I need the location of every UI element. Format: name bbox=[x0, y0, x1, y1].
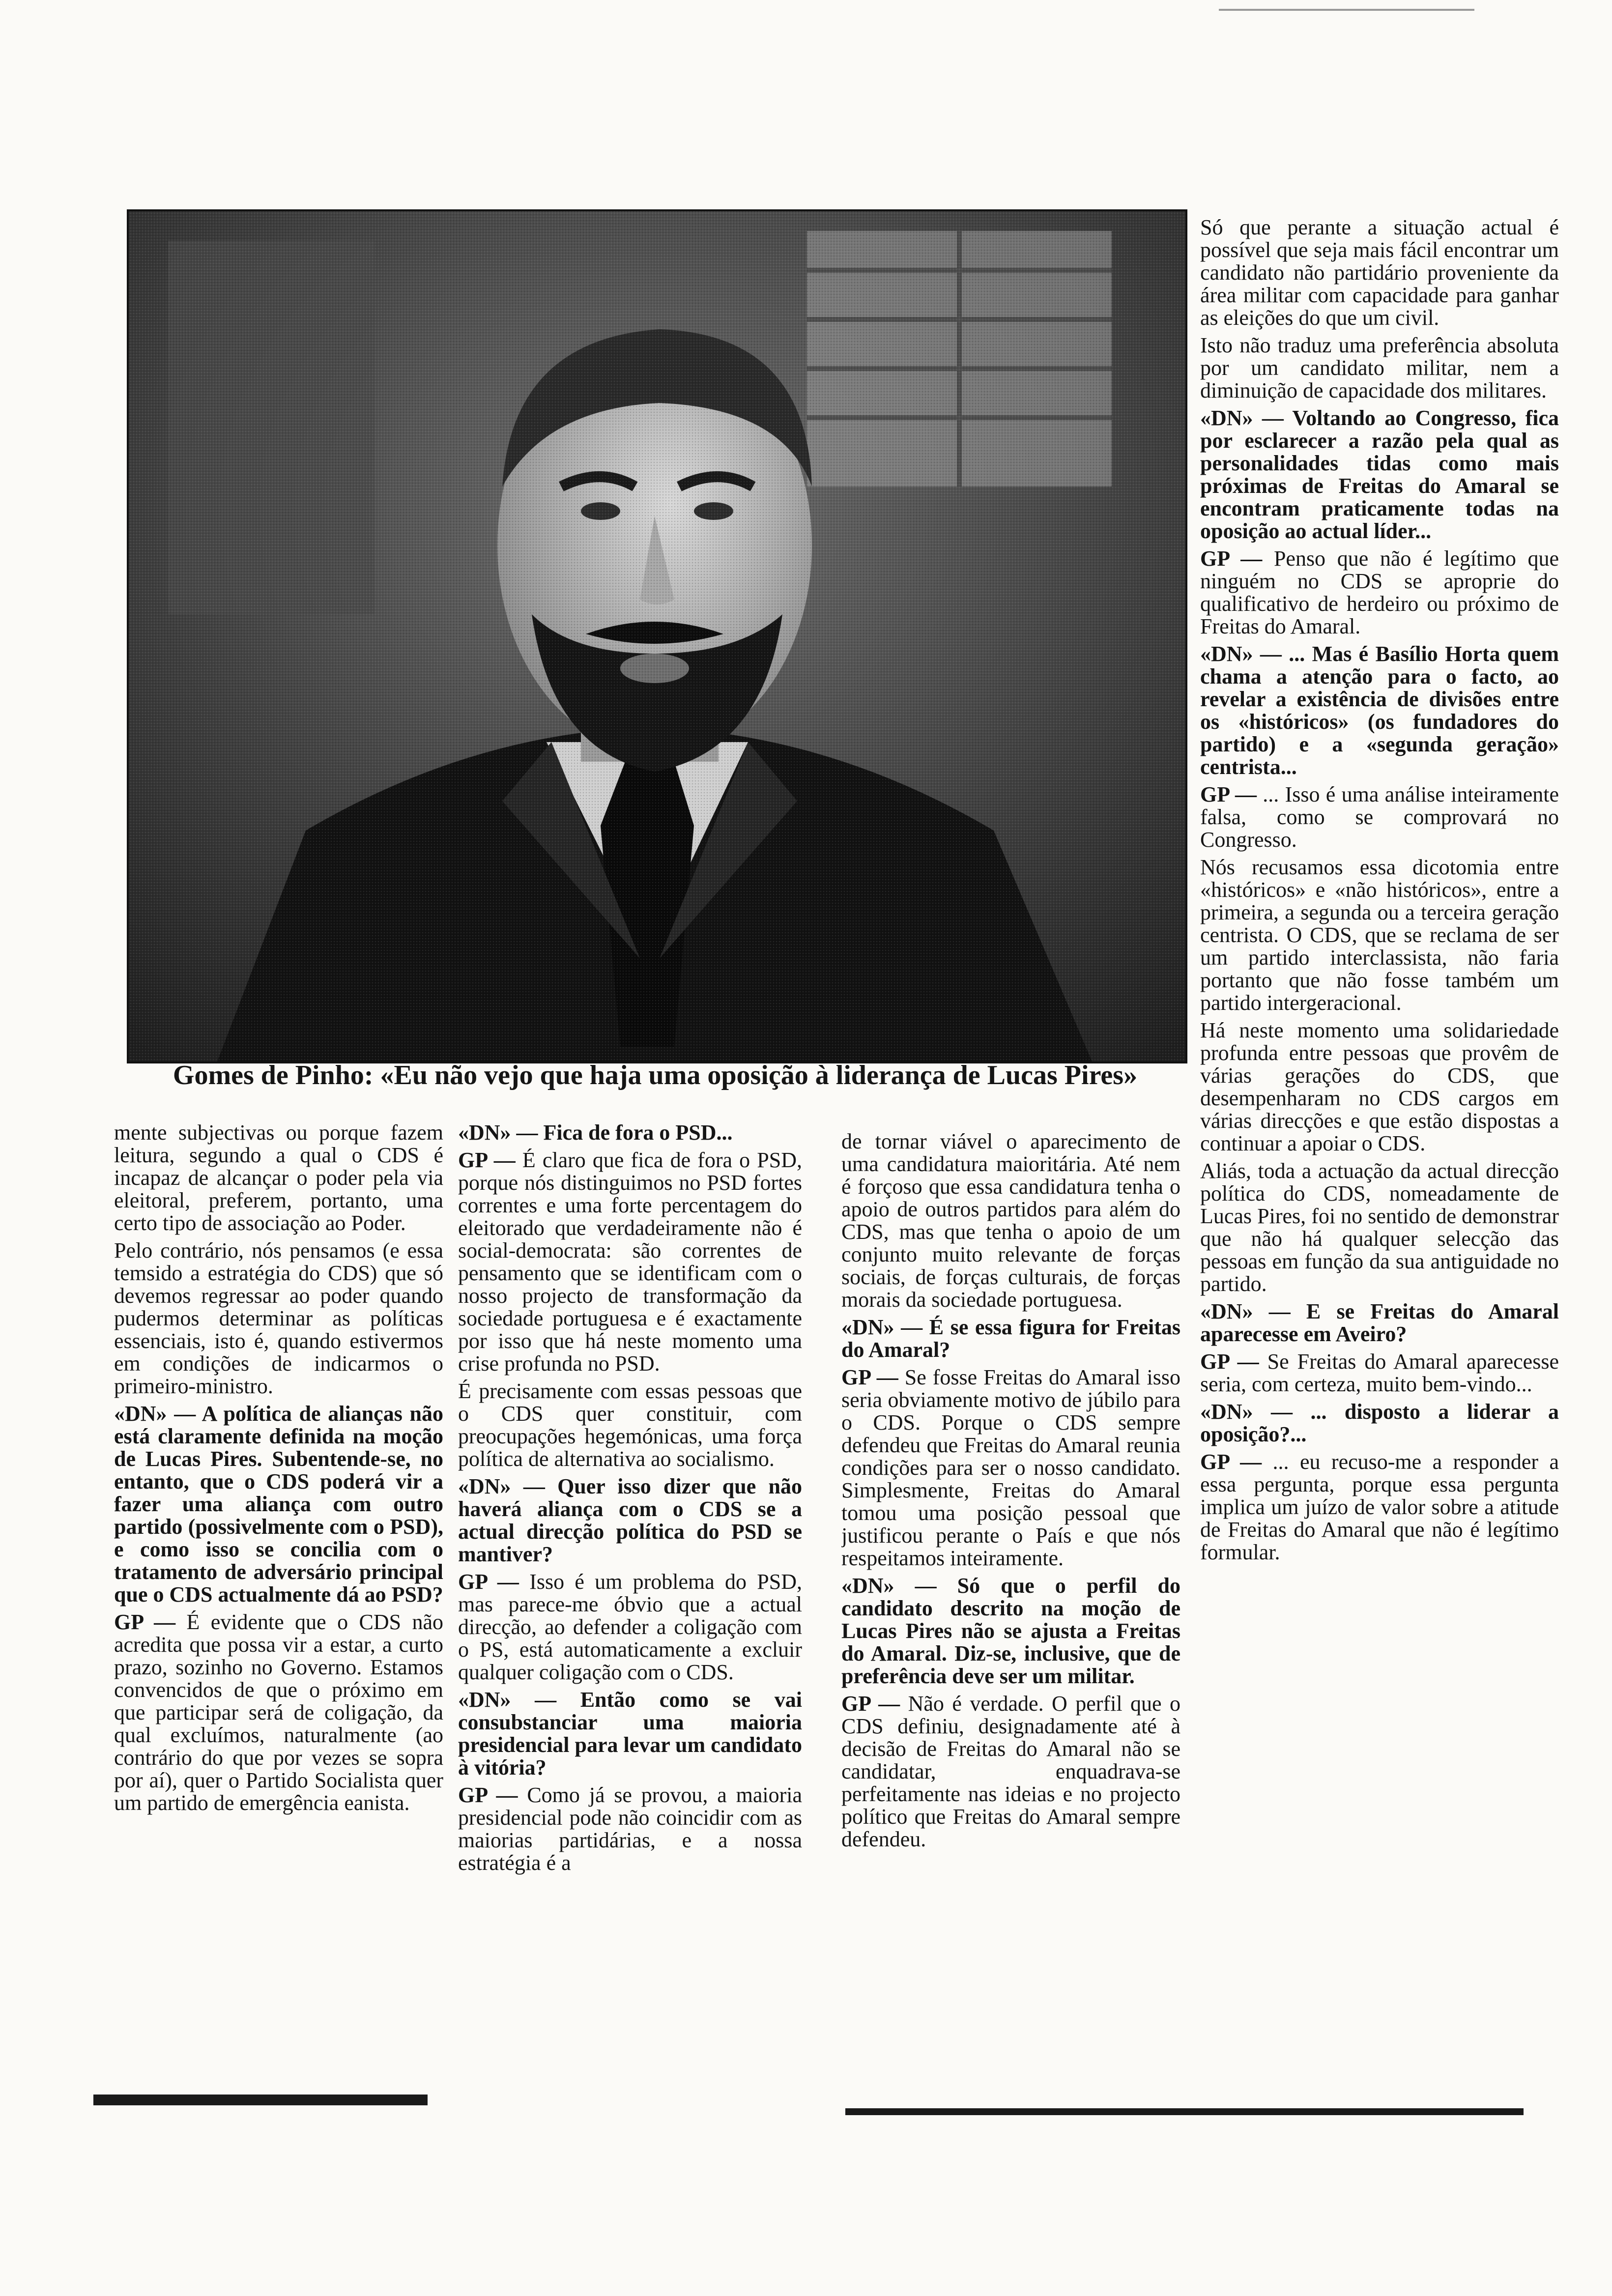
answer-text: É claro que fica de fora o PSD, porque nós distinguimos no PSD fortes correntes e uma forte percentagem do eleitorado que verdadeiramente não é social-democrata: são correntes de pensamento que se identificam com o nosso projecto de transformação da sociedade portuguesa e é exactamente por isso que há neste momento uma crise profunda no PSD. bbox=[458, 1148, 802, 1376]
interview-question: «DN» — ... disposto a liderar a oposição?... bbox=[1200, 1400, 1559, 1446]
answer-text: Se Freitas do Amaral aparecesse seria, com certeza, muito bem-vindo... bbox=[1200, 1349, 1559, 1396]
photo-caption: Gomes de Pinho: «Eu não vejo que haja uma oposição à liderança de Lucas Pires» bbox=[173, 1060, 1138, 1091]
answer-text: É evidente que o CDS não acredita que possa vir a estar, a curto prazo, sozinho no Governo. Estamos convencidos de que o próximo em que participar será de coligação, da qual excluímos, naturalmente (ao contrário do que por vezes se sopra por aí), quer o Partido Socialista quer um partido de emergência eanista. bbox=[114, 1610, 443, 1815]
interview-answer bbox=[1200, 547, 1559, 638]
interview-answer bbox=[1200, 783, 1559, 851]
interview-answer bbox=[458, 1571, 802, 1684]
interview-question: «DN» — Então como se vai consubstanciar uma maioria presidencial para levar um candidato à vitória? bbox=[458, 1688, 802, 1779]
interview-question: «DN» — A política de alianças não está claramente definida na moção de Lucas Pires. Subentende-se, no entanto, que o CDS poderá vir a fazer uma aliança com outro partido (possivelmente com o PSD), e como isso se concilia com o tratamento de adversário principal que o CDS actualmente dá ao PSD? bbox=[114, 1402, 443, 1607]
article-column-3 bbox=[841, 1130, 1180, 2094]
answer-text: Isso é um problema do PSD, mas parece-me óbvio que a actual direcção, ao defender a coligação com o PS, está automaticamente a excluir qualquer coligação com o CDS. bbox=[458, 1570, 802, 1684]
interview-answer bbox=[841, 1366, 1180, 1570]
speaker-label: GP — bbox=[1200, 546, 1274, 571]
interview-question: «DN» — E se Freitas do Amaral aparecesse em Aveiro? bbox=[1200, 1299, 1559, 1346]
paragraph: Aliás, toda a actuação da actual direcção política do CDS, nomeadamente de Lucas Pires, foi no sentido de demonstrar que não há qualquer selecção das pessoas em função da sua antiguidade no partido. bbox=[1200, 1159, 1559, 1296]
portrait-photo bbox=[127, 209, 1187, 1063]
speaker-label: GP — bbox=[458, 1783, 527, 1807]
paragraph: mente subjectivas ou porque fazem leitura, segundo a qual o CDS é incapaz de alcançar o poder pela via eleitoral, preferem, portanto, uma certo tipo de associação ao Poder. bbox=[114, 1121, 443, 1235]
paragraph: Há neste momento uma solidariedade profunda entre pessoas que provêm de várias gerações do CDS, que desempenharam no CDS cargos em várias direcções e que estão dispostas a continuar a apoiar o CDS. bbox=[1200, 1018, 1559, 1155]
interview-question: «DN» — ... Mas é Basílio Horta quem chama a atenção para o facto, ao revelar a existência de divisões entre os «históricos» (os fundadores do partido) e a «segunda geração» centrista... bbox=[1200, 642, 1559, 779]
paragraph: de tornar viável o aparecimento de uma candidatura maioritária. Até nem é forçoso que essa candidatura tenha o apoio de outros partidos para além do CDS, mas que tenha o apoio de um conjunto muito relevante de forças sociais, de forças culturais, de forças morais da sociedade portuguesa. bbox=[841, 1130, 1180, 1312]
interview-answer bbox=[841, 1693, 1180, 1851]
paragraph: É precisamente com essas pessoas que o CDS quer constituir, com preocupações hegemónicas, uma força política de alternativa ao socialismo. bbox=[458, 1379, 802, 1471]
portrait-image bbox=[129, 211, 1185, 1062]
answer-text: Se fosse Freitas do Amaral isso seria obviamente motivo de júbilo para o CDS. Porque o CDS sempre defendeu que Freitas do Amaral reunia condições para ser o nosso candidato. Simplesmente, Freitas do Amaral tomou uma posição pessoal que justificou perante o País e que nós respeitamos inteiramente. bbox=[841, 1365, 1180, 1570]
speaker-label: GP — bbox=[841, 1692, 908, 1716]
speaker-label: GP — bbox=[458, 1148, 522, 1172]
interview-question: «DN» — Fica de fora o PSD... bbox=[458, 1121, 733, 1145]
paragraph: Pelo contrário, nós pensamos (e essa temsido a estratégia do CDS) que só devemos regressar ao poder quando pudermos determinar as políticas essenciais, isto é, quando estivermos em condições de indicarmos o primeiro-ministro. bbox=[114, 1238, 443, 1398]
article-column-1 bbox=[114, 1121, 443, 2070]
answer-text: ... Isso é uma análise inteiramente falsa, como se comprovará no Congresso. bbox=[1200, 782, 1559, 852]
answer-text: Penso que não é legítimo que ninguém no CDS se aproprie do qualificativo de herdeiro ou próximo de Freitas do Amaral. bbox=[1200, 546, 1559, 638]
answer-text: Como já se provou, a maioria presidencial pode não coincidir com as maiorias partidárias, e a nossa estratégia é a bbox=[458, 1783, 802, 1875]
top-scan-mark bbox=[1219, 9, 1474, 11]
speaker-label: GP — bbox=[1200, 1349, 1267, 1374]
article-column-2 bbox=[458, 1121, 802, 2095]
bottom-rule-left bbox=[93, 2095, 428, 2105]
interview-answer bbox=[1200, 1350, 1559, 1396]
interview-question: «DN» — Quer isso dizer que não haverá aliança com o CDS se a actual direcção política do PSD se mantiver? bbox=[458, 1474, 802, 1566]
interview-question: «DN» — Só que o perfil do candidato descrito na moção de Lucas Pires não se ajusta a Freitas do Amaral. Diz-se, inclusive, que de preferência deve ser um militar. bbox=[841, 1574, 1180, 1688]
paragraph: Isto não traduz uma preferência absoluta por um candidato militar, nem a diminuição de capacidade dos militares. bbox=[1200, 333, 1559, 402]
answer-text: ... eu recuso-me a responder a essa pergunta, porque essa pergunta implica um juízo de valor sobre a atitude de Freitas do Amaral que não é legítimo formular. bbox=[1200, 1450, 1559, 1564]
interview-answer bbox=[458, 1149, 802, 1375]
interview-question: «DN» — É se essa figura for Freitas do Amaral? bbox=[841, 1315, 1180, 1362]
speaker-label: GP — bbox=[841, 1365, 905, 1389]
paragraph: Nós recusamos essa dicotomia entre «históricos» e «não históricos», entre a primeira, a segunda ou a terceira geração centrista. O CDS, que se reclama de ser um partido interclassista, não faria portanto que não fosse também um partido intergeracional. bbox=[1200, 855, 1559, 1015]
speaker-label: GP — bbox=[1200, 1450, 1273, 1474]
speaker-label: GP — bbox=[1200, 782, 1263, 806]
interview-question: «DN» — Voltando ao Congresso, fica por esclarecer a razão pela qual as personalidades tidas como mais próximas de Freitas do Amaral se encontram praticamente todas na oposição ao actual líder... bbox=[1200, 406, 1559, 543]
answer-text: Não é verdade. O perfil que o CDS definiu, designadamente até à decisão de Freitas do Amaral não se candidatar, enquadrava-se perfeitamente nas ideias e no projecto político que Freitas do Amaral sempre defendeu. bbox=[841, 1692, 1180, 1851]
speaker-label: GP — bbox=[114, 1610, 187, 1634]
article-column-4 bbox=[1200, 216, 1559, 2098]
interview-answer bbox=[1200, 1451, 1559, 1564]
interview-answer bbox=[458, 1784, 802, 1874]
paragraph: Só que perante a situação actual é possível que seja mais fácil encontrar um candidato não partidário proveniente da área militar com capacidade para ganhar as eleições do que um civil. bbox=[1200, 216, 1559, 330]
interview-answer bbox=[114, 1611, 443, 1814]
speaker-label: GP — bbox=[458, 1570, 530, 1594]
bottom-rule-right bbox=[845, 2108, 1524, 2115]
